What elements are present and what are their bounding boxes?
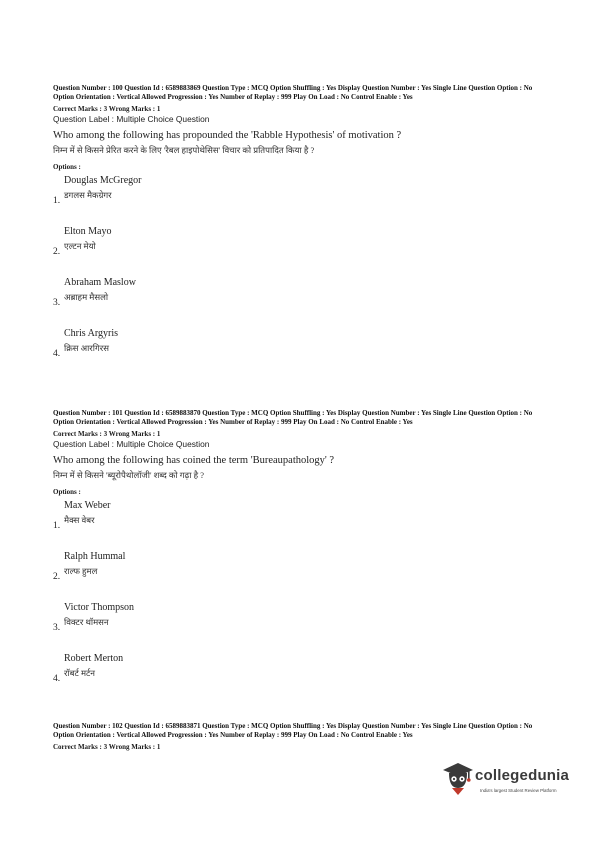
option-text: Chris Argyris <box>64 327 118 339</box>
options-heading: Options : <box>53 487 81 496</box>
option-text-hindi: अब्राहम मैसलो <box>64 291 109 302</box>
option-text-hindi: राल्फ हुमल <box>64 565 98 576</box>
question-marks: Correct Marks : 3 Wrong Marks : 1 <box>53 742 161 751</box>
option-text-hindi: विक्टर थॉमसन <box>64 616 109 627</box>
question-text-hindi: निम्न में से किसने 'ब्यूरोपैथोलॉजी' शब्द को गढ़ा है ? <box>53 469 205 480</box>
option-text-hindi: क्रिस आरगिरस <box>64 342 109 353</box>
option-text-hindi: रॉबर्ट मर्टन <box>64 667 96 678</box>
option-number: 3. <box>53 622 61 633</box>
question-label: Question Label : Multiple Choice Question <box>53 438 210 449</box>
logo-name: collegedunia <box>475 767 570 784</box>
option-text-hindi: एल्टन मेयो <box>64 240 96 251</box>
option-text-hindi: डगलस मैकग्रेगर <box>64 189 112 200</box>
option-text: Ralph Hummal <box>64 550 126 562</box>
options-list <box>53 171 543 375</box>
option-text-hindi: मैक्स वेबर <box>64 514 95 525</box>
option-number: 4. <box>53 673 61 684</box>
question-meta: Question Number : 100 Question Id : 6589883869 Question Type : MCQ Option Shuffling : Yes Display Question Number : Yes Single Line Question Option : No Option Orientation : Vertical Allowed Progression : Yes Number of Replay : 999 Play On Load : No Control Enable : Yes <box>53 84 533 101</box>
option-item[interactable] <box>53 222 543 273</box>
option-item[interactable] <box>53 496 543 547</box>
question-label: Question Label : Multiple Choice Question <box>53 113 210 124</box>
option-item[interactable] <box>53 598 543 649</box>
collegedunia-logo <box>441 761 581 801</box>
option-number: 2. <box>53 571 61 582</box>
logo-tagline: India's largest Student Review Platform <box>480 788 557 793</box>
option-text: Robert Merton <box>64 652 124 664</box>
option-text: Abraham Maslow <box>64 276 136 288</box>
question-block-102 <box>53 722 543 752</box>
option-number: 2. <box>53 246 61 257</box>
option-number: 1. <box>53 520 61 531</box>
question-text: Who among the following has coined the term 'Bureaupathology' ? <box>53 454 335 466</box>
question-meta: Question Number : 101 Question Id : 6589883870 Question Type : MCQ Option Shuffling : Yes Display Question Number : Yes Single Line Question Option : No Option Orientation : Vertical Allowed Progression : Yes Number of Replay : 999 Play On Load : No Control Enable : Yes <box>53 409 533 426</box>
question-text: Who among the following has propounded the 'Rabble Hypothesis' of motivation ? <box>53 129 402 141</box>
question-text-hindi: निम्न में से किसने प्रेरित करने के लिए 'रैबल हाइपोथेसिस' विचार को प्रतिपादित किया है ? <box>53 144 315 155</box>
options-heading: Options : <box>53 162 81 171</box>
option-item[interactable] <box>53 547 543 598</box>
question-block-101 <box>53 409 543 700</box>
option-number: 3. <box>53 297 61 308</box>
option-text: Victor Thompson <box>64 601 135 613</box>
question-marks: Correct Marks : 3 Wrong Marks : 1 <box>53 429 161 438</box>
option-text: Douglas McGregor <box>64 174 142 186</box>
option-number: 4. <box>53 348 61 359</box>
option-text: Max Weber <box>64 499 111 511</box>
option-text: Elton Mayo <box>64 225 112 237</box>
options-list <box>53 496 543 700</box>
option-number: 1. <box>53 195 61 206</box>
question-meta: Question Number : 102 Question Id : 6589883871 Question Type : MCQ Option Shuffling : Yes Display Question Number : Yes Single Line Question Option : No Option Orientation : Vertical Allowed Progression : Yes Number of Replay : 999 Play On Load : No Control Enable : Yes <box>53 722 533 739</box>
question-block-100 <box>53 84 543 375</box>
graduate-mascot-icon <box>441 761 475 797</box>
option-item[interactable] <box>53 649 543 700</box>
question-marks: Correct Marks : 3 Wrong Marks : 1 <box>53 104 161 113</box>
option-item[interactable] <box>53 324 543 375</box>
option-item[interactable] <box>53 171 543 222</box>
option-item[interactable] <box>53 273 543 324</box>
